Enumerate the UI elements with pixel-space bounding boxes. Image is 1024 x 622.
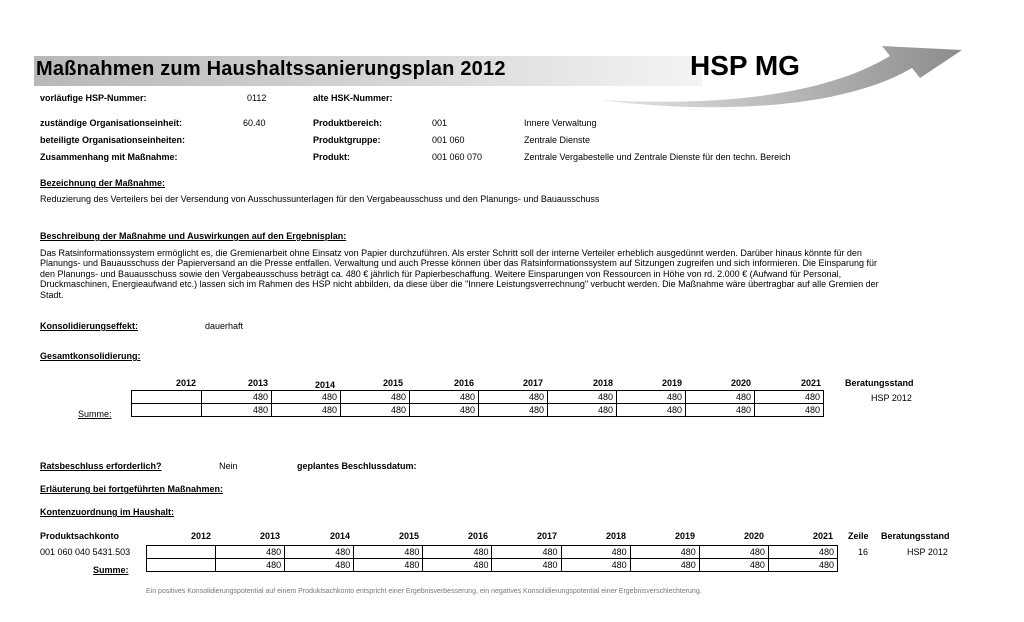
hsp-nr-label: vorläufige HSP-Nummer: xyxy=(40,93,147,103)
produkt-name: Zentrale Vergabestelle und Zentrale Dienste für den techn. Bereich xyxy=(524,152,791,162)
table-cell xyxy=(132,391,202,404)
table-cell: 480 xyxy=(410,404,479,417)
gesamt-year-header: 2017 xyxy=(522,378,543,388)
erlaeuterung-heading: Erläuterung bei fortgeführten Maßnahmen: xyxy=(40,484,224,494)
gesamt-year-header: 2021 xyxy=(800,378,821,388)
table-cell: 480 xyxy=(341,391,410,404)
produktbereich-label: Produktbereich: xyxy=(313,118,383,128)
table-cell: 480 xyxy=(410,391,479,404)
table-cell: 480 xyxy=(699,559,768,572)
gesamt-year-header: 2014 xyxy=(314,380,335,390)
gesamt-beratung-value: HSP 2012 xyxy=(871,393,912,403)
zusammenhang-label: Zusammenhang mit Maßnahme: xyxy=(40,152,178,162)
konten-beratung-value: HSP 2012 xyxy=(907,547,948,557)
table-cell: 480 xyxy=(285,559,354,572)
logo-text: HSP MG xyxy=(690,50,800,81)
table-cell: 480 xyxy=(492,546,561,559)
beteiligte-label: beteiligte Organisationseinheiten: xyxy=(40,135,186,145)
produkt-label: Produkt: xyxy=(313,152,350,162)
konten-table xyxy=(146,545,838,572)
beschreibung-line: Druckmaschinen, Energieaufwand etc.) lassen sich im Rahmen des HSP nicht abbilden, da diese über die "Innere Leistungsverrechnung" verbucht werden. Die Maßnahme wäre übertragbar auf alle Gremien der xyxy=(40,279,879,290)
produktbereich-nr: 001 xyxy=(432,118,448,128)
produktgruppe-nr: 001 060 xyxy=(432,135,465,145)
table-cell: 480 xyxy=(479,391,548,404)
table-cell: 480 xyxy=(548,391,617,404)
table-cell: 480 xyxy=(479,404,548,417)
table-row xyxy=(132,404,824,417)
gesamt-year-header: 2013 xyxy=(247,378,268,388)
table-cell: 480 xyxy=(202,391,272,404)
konten-year-header: 2013 xyxy=(259,531,280,541)
konten-year-header: 2018 xyxy=(605,531,626,541)
hsk-nr-label: alte HSK-Nummer: xyxy=(313,93,393,103)
konten-year-header: 2016 xyxy=(467,531,488,541)
konten-year-header: 2020 xyxy=(743,531,764,541)
produktsachkonto-header: Produktsachkonto xyxy=(40,531,120,541)
table-cell xyxy=(132,404,202,417)
table-cell: 480 xyxy=(561,546,630,559)
table-row xyxy=(147,559,838,572)
konten-heading: Kontenzuordnung im Haushalt: xyxy=(40,507,174,517)
table-cell: 480 xyxy=(341,404,410,417)
konten-year-header: 2015 xyxy=(398,531,419,541)
gesamt-year-header: 2020 xyxy=(730,378,751,388)
gesamt-year-header: 2016 xyxy=(453,378,474,388)
gesamt-year-header: 2018 xyxy=(592,378,613,388)
konten-summe-label: Summe: xyxy=(93,565,129,575)
table-cell: 480 xyxy=(617,404,686,417)
table-cell: 480 xyxy=(285,546,354,559)
beschreibung-text xyxy=(40,248,970,300)
produktgruppe-label: Produktgruppe: xyxy=(313,135,381,145)
bezeichnung-text: Reduzierung des Verteilers bei der Versendung von Ausschussunterlagen für den Vergabeausschuss und den Planungs- und Bauausschuss xyxy=(40,194,600,204)
table-cell: 480 xyxy=(354,559,423,572)
table-cell xyxy=(147,559,216,572)
bezeichnung-heading: Bezeichnung der Maßnahme: xyxy=(40,178,166,188)
konten-beratung-header: Beratungsstand xyxy=(881,531,950,541)
zeile-value: 16 xyxy=(858,547,869,557)
table-cell: 480 xyxy=(755,391,824,404)
page-title: Maßnahmen zum Haushaltssanierungsplan 2012 xyxy=(36,58,506,80)
konsolidierung-label: Konsolidierungseffekt: xyxy=(40,321,139,331)
table-cell: 480 xyxy=(492,559,561,572)
table-cell: 480 xyxy=(548,404,617,417)
table-cell: 480 xyxy=(755,404,824,417)
konten-year-header: 2012 xyxy=(190,531,211,541)
table-cell: 480 xyxy=(686,391,755,404)
table-cell: 480 xyxy=(630,559,699,572)
table-cell: 480 xyxy=(561,559,630,572)
table-cell: 480 xyxy=(272,404,341,417)
org-label: zuständige Organisationseinheit: xyxy=(40,118,183,128)
gesamt-table xyxy=(131,390,824,417)
ratsbeschluss-value: Nein xyxy=(219,461,238,471)
gesamt-year-header: 2019 xyxy=(661,378,682,388)
table-cell: 480 xyxy=(768,546,837,559)
table-cell xyxy=(147,546,216,559)
produkt-nr: 001 060 070 xyxy=(432,152,483,162)
beschreibung-line: Das Ratsinformationssystem ermöglicht es, die Gremienarbeit ohne Einsatz von Papier durchzuführen. Als erster Schritt soll der interne Verteiler erheblich ausgedünnt werden. Darüber hinaus könnte für den xyxy=(40,248,862,258)
table-cell: 480 xyxy=(423,559,492,572)
beschreibung-line: Planungs- und Bauausschuss der Papierversand an die Presse entfallen. Verwaltung und auch Presse können über das Ratsinformationssystem auf Sitzungen zugreifen und sich informieren. Die Einsparung für xyxy=(40,258,877,269)
gesamt-year-header: 2012 xyxy=(175,378,196,388)
gesamt-heading: Gesamtkonsolidierung: xyxy=(40,351,141,361)
beschreibung-line: Stadt. xyxy=(40,289,64,300)
table-cell: 480 xyxy=(272,391,341,404)
beschlussdatum-label: geplantes Beschlussdatum: xyxy=(297,461,417,471)
produktbereich-name: Innere Verwaltung xyxy=(524,118,597,128)
zeile-header: Zeile xyxy=(848,531,869,541)
konten-year-header: 2017 xyxy=(536,531,557,541)
table-cell: 480 xyxy=(354,546,423,559)
footnote: Ein positives Konsolidierungspotential auf einem Produktsachkonto entspricht einer Ergebnisverbesserung, ein negatives Konsolidierungspotential einer Ergebnisverschlechterung. xyxy=(146,588,702,595)
beschreibung-heading: Beschreibung der Maßnahme und Auswirkungen auf den Ergebnisplan: xyxy=(40,231,347,241)
gesamt-year-header: 2015 xyxy=(382,378,403,388)
gesamt-summe-label: Summe: xyxy=(78,409,112,419)
table-cell: 480 xyxy=(768,559,837,572)
table-row xyxy=(132,391,824,404)
gesamt-beratung-header: Beratungsstand xyxy=(845,378,914,388)
table-cell: 480 xyxy=(617,391,686,404)
beschreibung-line: den Planungs- und Bauausschuss sowie den Vergabeausschuss beträgt ca. 480 € jährlich für Papierbeschaffung. Weitere Einsparungen von Ressourcen in Höhe von rd. 2.000 € (Aufwand für Personal, xyxy=(40,268,842,279)
konten-year-header: 2021 xyxy=(812,531,833,541)
produktgruppe-name: Zentrale Dienste xyxy=(524,135,591,145)
table-cell: 480 xyxy=(630,546,699,559)
table-cell: 480 xyxy=(423,546,492,559)
ratsbeschluss-label: Ratsbeschluss erforderlich? xyxy=(40,461,162,471)
org-value: 60.40 xyxy=(243,118,266,128)
table-cell: 480 xyxy=(202,404,272,417)
konsolidierung-value: dauerhaft xyxy=(205,321,244,331)
table-cell: 480 xyxy=(216,559,285,572)
konten-year-header: 2019 xyxy=(674,531,695,541)
produktsachkonto-value: 001 060 040 5431.503 xyxy=(40,547,131,557)
table-cell: 480 xyxy=(686,404,755,417)
table-cell: 480 xyxy=(699,546,768,559)
table-cell: 480 xyxy=(216,546,285,559)
table-row xyxy=(147,546,838,559)
hsp-nr-value: 0112 xyxy=(247,93,267,103)
konten-year-header: 2014 xyxy=(329,531,350,541)
